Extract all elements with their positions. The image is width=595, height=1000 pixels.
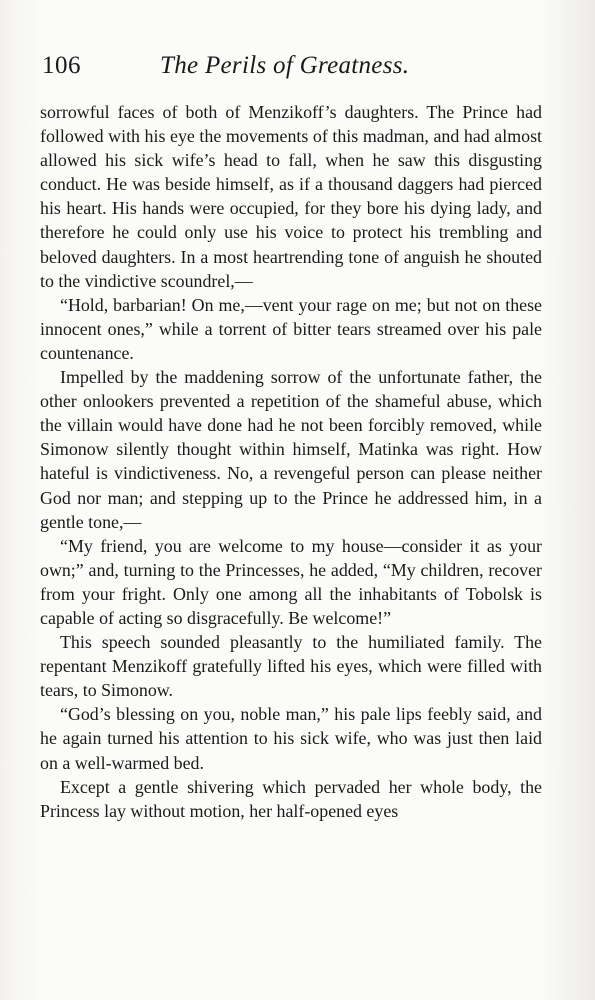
paragraph-3: Impelled by the maddening sorrow of the unfortunate father, the other onlookers prevented a repetition of the shameful abuse, which the villain would have done had he not been forcibly removed, while Simonow silently thought within himself, Matinka was right. How hateful is vindictiveness. No, a revengeful person can please neither God nor man; and stepping up to the Prince he addressed him, in a gentle tone,— — [40, 367, 542, 532]
paragraph-5: This speech sounded pleasantly to the humiliated family. The repentant Menzikoff gratefully lifted his eyes, which were filled with tears, to Simonow. — [40, 632, 542, 701]
page-number: 106 — [42, 52, 81, 79]
page-header — [42, 52, 542, 86]
paragraph-1: sorrowful faces of both of Menzikoff’s daughters. The Prince had followed with his eye the movements of this madman, and had almost allowed his sick wife’s head to fall, when he saw this disgusting conduct. He was beside himself, as if a thousand daggers had pierced his heart. His hands were occupied, for they bore his dying lady, and therefore he could only use his voice to protect his trembling and beloved daughters. In a most heartrending tone of anguish he shouted to the vindictive scoundrel,— — [40, 102, 542, 291]
paragraph-6: “God’s blessing on you, noble man,” his pale lips feebly said, and he again turned his attention to his sick wife, who was just then laid on a well-warmed bed. — [40, 704, 542, 773]
paragraph-2: “Hold, barbarian! On me,—vent your rage on me; but not on these innocent ones,” while a torrent of bitter tears streamed over his pale countenance. — [40, 294, 542, 363]
running-title: The Perils of Greatness. — [160, 52, 410, 79]
paragraph-4: “My friend, you are welcome to my house—consider it as your own;” and, turning to the Princesses, he added, “My children, recover from your fright. Only one among all the inhabitants of Tobolsk is capable of acting so disgracefully. Be welcome!” — [40, 535, 542, 628]
paragraph-7: Except a gentle shivering which pervaded her whole body, the Princess lay without motion, her half-opened eyes — [40, 776, 542, 821]
body-text — [40, 100, 542, 823]
